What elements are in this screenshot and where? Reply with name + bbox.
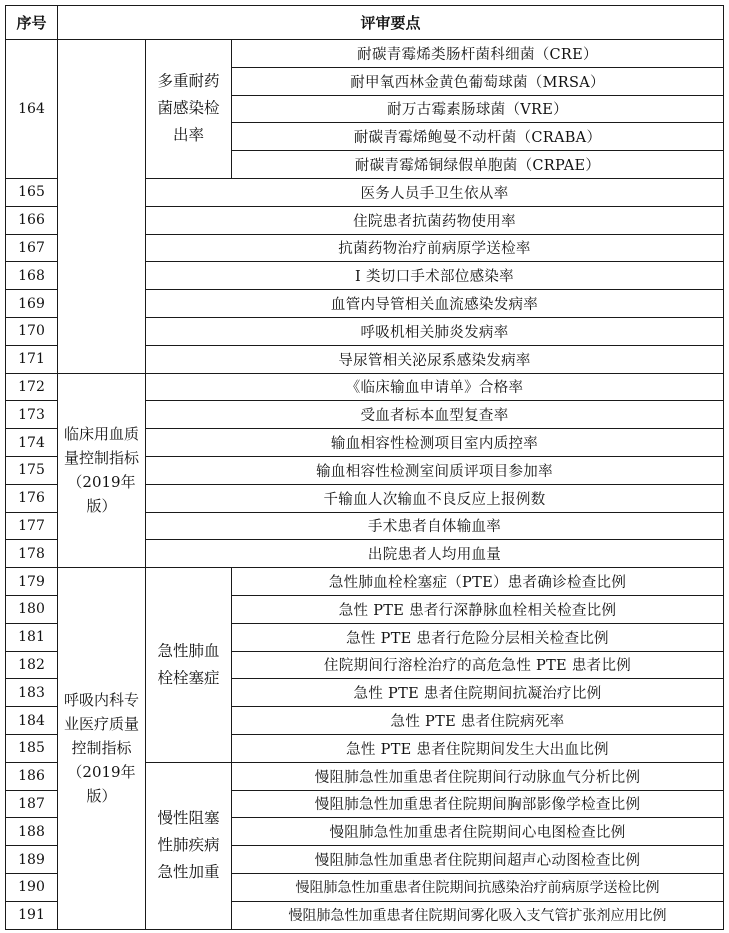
review-item: 慢阻肺急性加重患者住院期间超声心动图检查比例 bbox=[232, 846, 724, 874]
review-item: I 类切口手术部位感染率 bbox=[146, 262, 724, 290]
row-number: 182 bbox=[6, 651, 58, 679]
review-item: 《临床输血申请单》合格率 bbox=[146, 373, 724, 401]
row-number: 168 bbox=[6, 262, 58, 290]
review-item: 输血相容性检测项目室内质控率 bbox=[146, 429, 724, 457]
review-item: 医务人员手卫生依从率 bbox=[146, 178, 724, 206]
table-row bbox=[6, 373, 724, 401]
review-item: 耐万古霉素肠球菌（VRE） bbox=[232, 95, 724, 123]
row-number: 177 bbox=[6, 512, 58, 540]
review-item: 慢阻肺急性加重患者住院期间抗感染治疗前病原学送检比例 bbox=[232, 873, 724, 901]
table-header-row bbox=[6, 6, 724, 40]
row-number: 179 bbox=[6, 568, 58, 596]
row-number: 183 bbox=[6, 679, 58, 707]
table-row bbox=[6, 40, 724, 68]
row-number: 171 bbox=[6, 345, 58, 373]
row-number: 186 bbox=[6, 762, 58, 790]
category-cell-empty bbox=[58, 40, 146, 374]
row-number: 170 bbox=[6, 317, 58, 345]
row-number: 173 bbox=[6, 401, 58, 429]
category-respiratory: 呼吸内科专业医疗质量控制指标（2019年版） bbox=[58, 568, 146, 929]
review-item: 导尿管相关泌尿系感染发病率 bbox=[146, 345, 724, 373]
review-item: 耐碳青霉烯铜绿假单胞菌（CRPAE） bbox=[232, 151, 724, 179]
header-index: 序号 bbox=[6, 6, 58, 40]
review-item: 受血者标本血型复查率 bbox=[146, 401, 724, 429]
subcategory-copd: 慢性阻塞性肺疾病急性加重 bbox=[146, 762, 232, 929]
review-item: 慢阻肺急性加重患者住院期间行动脉血气分析比例 bbox=[232, 762, 724, 790]
review-item: 急性 PTE 患者住院期间抗凝治疗比例 bbox=[232, 679, 724, 707]
row-number: 178 bbox=[6, 540, 58, 568]
row-number: 172 bbox=[6, 373, 58, 401]
table-row bbox=[6, 568, 724, 596]
review-item: 慢阻肺急性加重患者住院期间胸部影像学检查比例 bbox=[232, 790, 724, 818]
header-review-points: 评审要点 bbox=[58, 6, 724, 40]
category-blood-control: 临床用血质量控制指标（2019年版） bbox=[58, 373, 146, 568]
row-number: 174 bbox=[6, 429, 58, 457]
review-item: 呼吸机相关肺炎发病率 bbox=[146, 317, 724, 345]
row-number: 188 bbox=[6, 818, 58, 846]
review-item: 住院患者抗菌药物使用率 bbox=[146, 206, 724, 234]
review-item: 急性肺血栓栓塞症（PTE）患者确诊检查比例 bbox=[232, 568, 724, 596]
row-number: 165 bbox=[6, 178, 58, 206]
review-item: 急性 PTE 患者住院期间发生大出血比例 bbox=[232, 734, 724, 762]
review-item: 输血相容性检测室间质评项目参加率 bbox=[146, 456, 724, 484]
review-item: 千输血人次输血不良反应上报例数 bbox=[146, 484, 724, 512]
row-number: 191 bbox=[6, 901, 58, 929]
review-item: 耐碳青霉烯类肠杆菌科细菌（CRE） bbox=[232, 40, 724, 68]
subcategory-pte: 急性肺血栓栓塞症 bbox=[146, 568, 232, 763]
review-item: 耐碳青霉烯鲍曼不动杆菌（CRABA） bbox=[232, 123, 724, 151]
row-number: 189 bbox=[6, 846, 58, 874]
row-number: 169 bbox=[6, 290, 58, 318]
review-item: 急性 PTE 患者行深静脉血栓相关检查比例 bbox=[232, 595, 724, 623]
review-item: 慢阻肺急性加重患者住院期间心电图检查比例 bbox=[232, 818, 724, 846]
row-number: 181 bbox=[6, 623, 58, 651]
review-item: 出院患者人均用血量 bbox=[146, 540, 724, 568]
row-number: 175 bbox=[6, 456, 58, 484]
row-number: 190 bbox=[6, 873, 58, 901]
review-item: 耐甲氧西林金黄色葡萄球菌（MRSA） bbox=[232, 67, 724, 95]
review-item: 血管内导管相关血流感染发病率 bbox=[146, 290, 724, 318]
row-number: 187 bbox=[6, 790, 58, 818]
review-item: 急性 PTE 患者住院病死率 bbox=[232, 707, 724, 735]
review-item: 住院期间行溶栓治疗的高危急性 PTE 患者比例 bbox=[232, 651, 724, 679]
row-number: 185 bbox=[6, 734, 58, 762]
subcategory-infection-rate: 多重耐药菌感染检出率 bbox=[146, 40, 232, 179]
row-number: 166 bbox=[6, 206, 58, 234]
review-points-page bbox=[5, 5, 724, 930]
review-points-table bbox=[5, 5, 724, 930]
review-item: 抗菌药物治疗前病原学送检率 bbox=[146, 234, 724, 262]
row-number: 184 bbox=[6, 707, 58, 735]
row-number: 164 bbox=[6, 40, 58, 179]
review-item: 慢阻肺急性加重患者住院期间雾化吸入支气管扩张剂应用比例 bbox=[232, 901, 724, 929]
row-number: 176 bbox=[6, 484, 58, 512]
review-item: 手术患者自体输血率 bbox=[146, 512, 724, 540]
row-number: 167 bbox=[6, 234, 58, 262]
review-item: 急性 PTE 患者行危险分层相关检查比例 bbox=[232, 623, 724, 651]
row-number: 180 bbox=[6, 595, 58, 623]
